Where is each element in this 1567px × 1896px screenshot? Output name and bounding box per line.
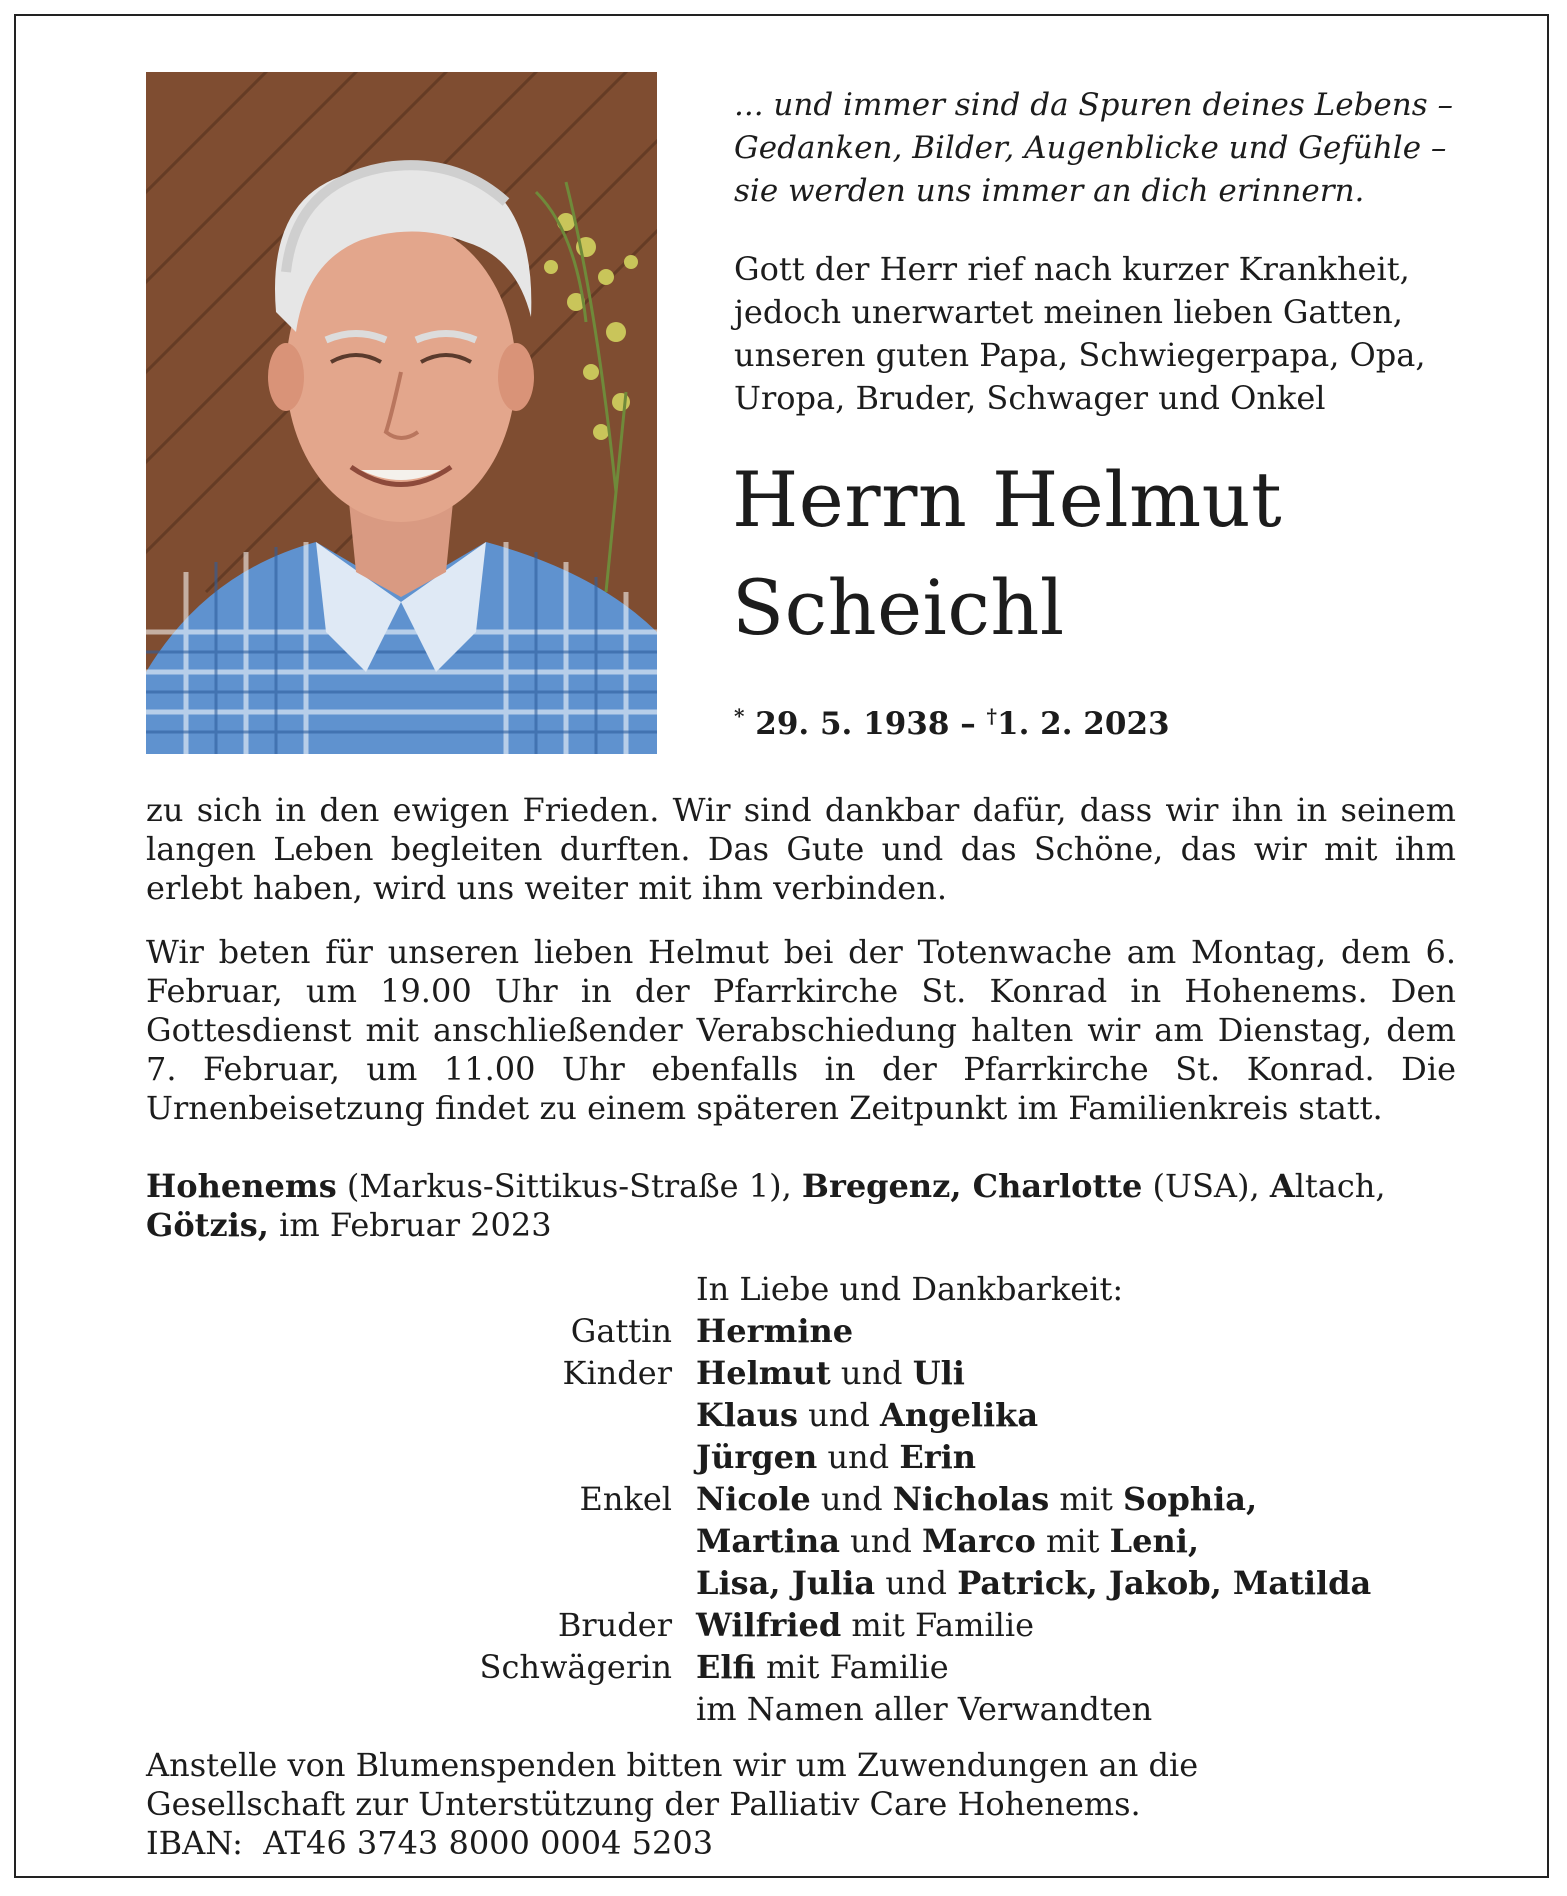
intro-line: Gott der Herr rief nach kurzer Krankheit,: [734, 250, 1410, 288]
family-name: Leni,: [1109, 1522, 1200, 1560]
role-bruder: Bruder: [557, 1606, 672, 1644]
family-name: Nicholas: [892, 1480, 1050, 1518]
birth-symbol: *: [734, 704, 745, 728]
obituary-notice: [14, 14, 1549, 1878]
connector: mit Familie: [841, 1606, 1035, 1644]
role-enkel: Enkel: [579, 1480, 672, 1518]
death-symbol: †: [986, 704, 997, 728]
place-goetzis: Götzis,: [146, 1206, 269, 1244]
memorial-quote: [734, 84, 1494, 213]
intro-line: Uropa, Bruder, Schwager und Onkel: [734, 379, 1326, 417]
name-line-1: Herrn Helmut: [732, 455, 1283, 544]
intro-text: [734, 248, 1494, 420]
intro-line: unseren guten Papa, Schwiegerpapa, Opa,: [734, 336, 1426, 374]
iban-row: [146, 1824, 1456, 1863]
family-row-kinder: [16, 1352, 1551, 1394]
connector: und: [797, 1396, 881, 1434]
relatives-note: im Namen aller Verwandten: [696, 1690, 1153, 1728]
intro-line: jedoch unerwartet meinen lieben Gatten,: [734, 293, 1403, 331]
life-dates: [734, 706, 1170, 742]
connector: mit: [1035, 1522, 1110, 1560]
connector: und: [830, 1354, 913, 1392]
family-name: Hermine: [696, 1312, 854, 1350]
quote-line: Gedanken, Bilder, Augenblicke und Gefühle –: [734, 130, 1447, 166]
deceased-name: [732, 446, 1492, 662]
connector: und: [839, 1522, 922, 1560]
family-row-schwaegerin: [16, 1646, 1551, 1688]
donation-line: Anstelle von Blumenspenden bitten wir um Zuwendungen an die: [146, 1746, 1199, 1784]
place-altach-initial: A: [1269, 1167, 1295, 1205]
family-name: Erin: [899, 1438, 976, 1476]
family-name: Helmut: [696, 1354, 831, 1392]
family-row-kinder-3: [16, 1436, 1551, 1478]
connector: mit Familie: [755, 1648, 949, 1686]
family-name: Martina: [696, 1522, 840, 1560]
donation-note: [146, 1746, 1456, 1863]
family-name: Jürgen: [696, 1438, 818, 1476]
family-name: Lisa, Julia: [696, 1564, 876, 1602]
place-address: (Markus-Sittikus-Straße 1),: [336, 1167, 802, 1205]
quote-line: ... und immer sind da Spuren deines Lebens –: [734, 87, 1453, 123]
role-schwaegerin: Schwägerin: [479, 1648, 672, 1686]
connector: und: [810, 1480, 893, 1518]
family-name: Marco: [922, 1522, 1036, 1560]
family-row-kinder-2: [16, 1394, 1551, 1436]
family-row-enkel-2: [16, 1520, 1551, 1562]
connector: mit: [1049, 1480, 1123, 1518]
death-date: 1. 2. 2023: [997, 706, 1170, 742]
family-row-gattin: [16, 1310, 1551, 1352]
family-row-relatives: [16, 1688, 1551, 1730]
date-separator: –: [960, 706, 976, 742]
role-kinder: Kinder: [562, 1354, 672, 1392]
family-row-bruder: [16, 1604, 1551, 1646]
donation-line: Gesellschaft zur Unterstützung der Palliativ Care Hohenems.: [146, 1785, 1141, 1823]
name-line-2: Scheichl: [732, 563, 1065, 652]
family-heading-row: [16, 1268, 1551, 1310]
family-name: Uli: [912, 1354, 965, 1392]
family-name: Elfi: [696, 1648, 756, 1686]
place-usa: (USA),: [1142, 1167, 1270, 1205]
connector: und: [817, 1438, 900, 1476]
family-heading: In Liebe und Dankbarkeit:: [696, 1270, 1124, 1308]
birth-date: 29. 5. 1938: [755, 706, 950, 742]
role-gattin: Gattin: [570, 1312, 672, 1350]
family-name: Sophia,: [1122, 1480, 1258, 1518]
body-paragraph-2: Wir beten für unseren lieben Helmut bei der Totenwache am Montag, dem 6. Februar, um 19.00 Uhr in der Pfarrkirche St. Konrad in Hohenems. Den Gottesdienst mit anschließender Verabschiedung halten wir am Dienstag, dem 7. Februar, um 11.00 Uhr ebenfalls in der Pfarrkirche St. Konrad. Die Urnenbeisetzung findet zu einem späteren Zeitpunkt im Familienkreis statt.: [146, 933, 1456, 1127]
family-row-enkel-3: [16, 1562, 1551, 1604]
portrait-photo: [146, 72, 657, 754]
family-row-enkel: [16, 1478, 1551, 1520]
body-paragraph-1: zu sich in den ewigen Frieden. Wir sind dankbar dafür, dass wir ihn in seinem langen Leben begleiten durften. Das Gute und das Schöne, das wir mit ihm erlebt haben, wird uns weiter mit ihm verbinden.: [146, 791, 1456, 907]
place-altach-rest: ltach,: [1294, 1167, 1386, 1205]
family-name: Klaus: [696, 1396, 798, 1434]
quote-line: sie werden uns immer an dich erinnern.: [734, 173, 1365, 209]
family-name: Wilfried: [696, 1606, 842, 1644]
family-name: Nicole: [696, 1480, 811, 1518]
iban-value: AT46 3743 8000 0004 5203: [263, 1824, 714, 1862]
place-hohenems: Hohenems: [146, 1167, 337, 1205]
iban-label: IBAN:: [146, 1824, 243, 1862]
family-list: [16, 1268, 1551, 1730]
place-bregenz-charlotte: Bregenz, Charlotte: [801, 1167, 1143, 1205]
notice-date: im Februar 2023: [268, 1206, 552, 1244]
family-name: Angelika: [880, 1396, 1039, 1434]
family-name: Patrick, Jakob, Matilda: [957, 1564, 1372, 1602]
places-line: [146, 1167, 1456, 1245]
connector: und: [875, 1564, 958, 1602]
